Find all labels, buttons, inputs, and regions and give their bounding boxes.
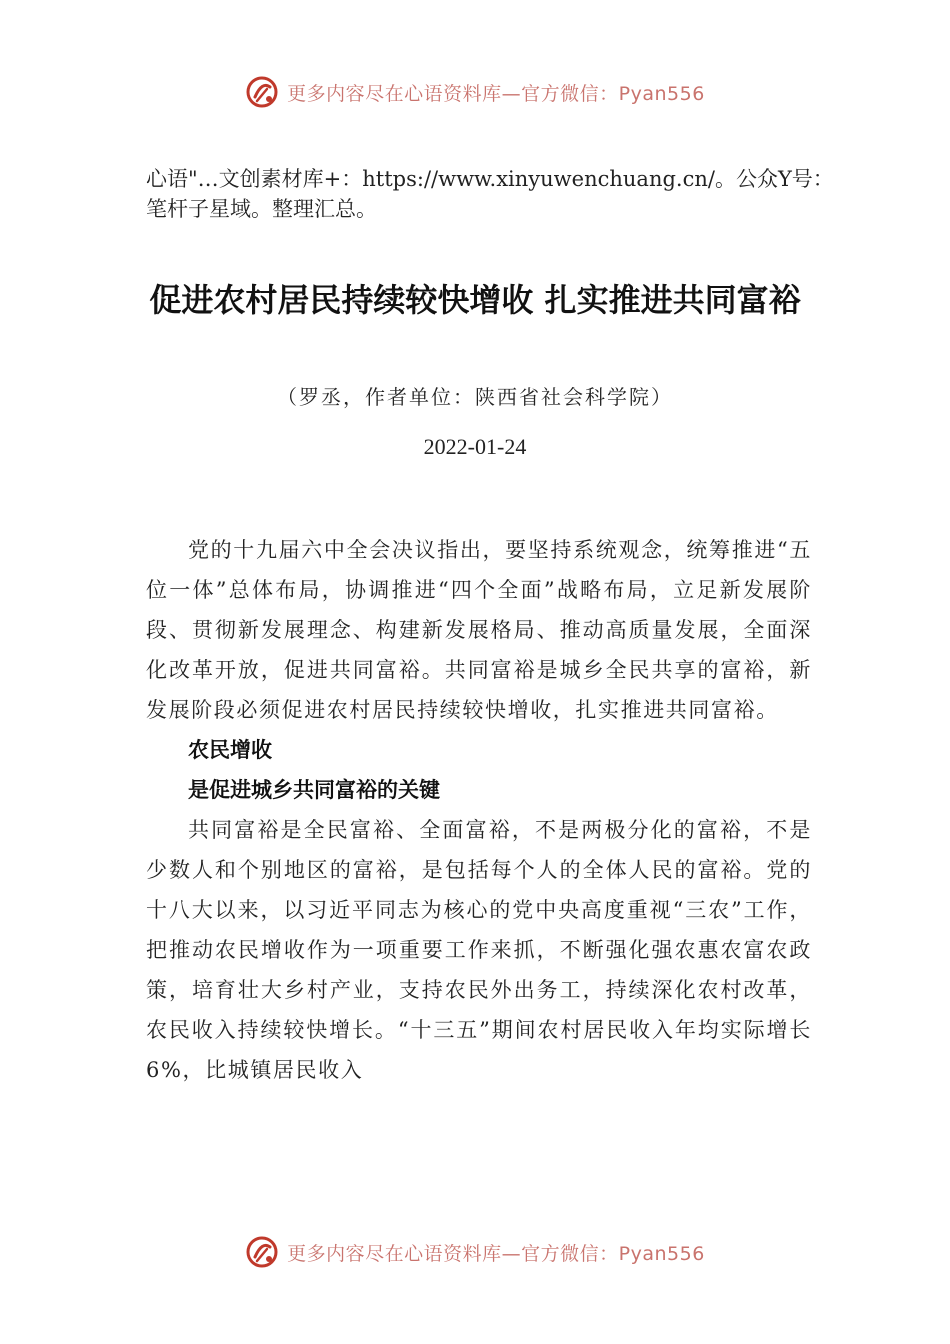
logo-icon	[245, 75, 279, 109]
banner-text: 更多内容尽在心语资料库—官方微信：Pyan556	[287, 82, 705, 105]
banner-text: 更多内容尽在心语资料库—官方微信：Pyan556	[287, 1242, 705, 1265]
article-title: 促进农村居民持续较快增收 扎实推进共同富裕	[149, 281, 801, 319]
paragraph: 党的十九届六中全会决议指出，要坚持系统观念，统筹推进“五位一体”总体布局，协调推进“四个全面”战略布局，立足新发展阶段、贯彻新发展理念、构建新发展格局、推动高质量发展，全面深化改革开放，促进共同富裕。共同富裕是城乡全民共享的富裕，新发展阶段必须促进农村居民持续较快增收，扎实推进共同富裕。	[146, 538, 812, 722]
article-date: 2022-01-24	[423, 434, 527, 459]
article-body	[146, 530, 812, 1090]
source-note: 心语"…文创素材库+：https://www.xinyuwenchuang.cn/。公众Y号：笔杆子星域。整理汇总。	[146, 167, 834, 221]
section-heading: 是促进城乡共同富裕的关键	[188, 778, 440, 802]
paragraph: 共同富裕是全民富裕、全面富裕，不是两极分化的富裕，不是少数人和个别地区的富裕，是包括每个人的全体人民的富裕。党的十八大以来，以习近平同志为核心的党中央高度重视“三农”工作，把推动农民增收作为一项重要工作来抓，不断强化强农惠农富农政策，培育壮大乡村产业，支持农民外出务工，持续深化农村改革，农民收入持续较快增长。“十三五”期间农村居民收入年均实际增长 6%，比城镇居民收入	[146, 818, 813, 1082]
logo-icon	[245, 1235, 279, 1269]
footer-banner	[0, 1232, 950, 1272]
section-heading: 农民增收	[188, 738, 272, 762]
header-banner	[0, 72, 950, 112]
article-author: （罗丞，作者单位：陕西省社会科学院）	[277, 385, 673, 409]
